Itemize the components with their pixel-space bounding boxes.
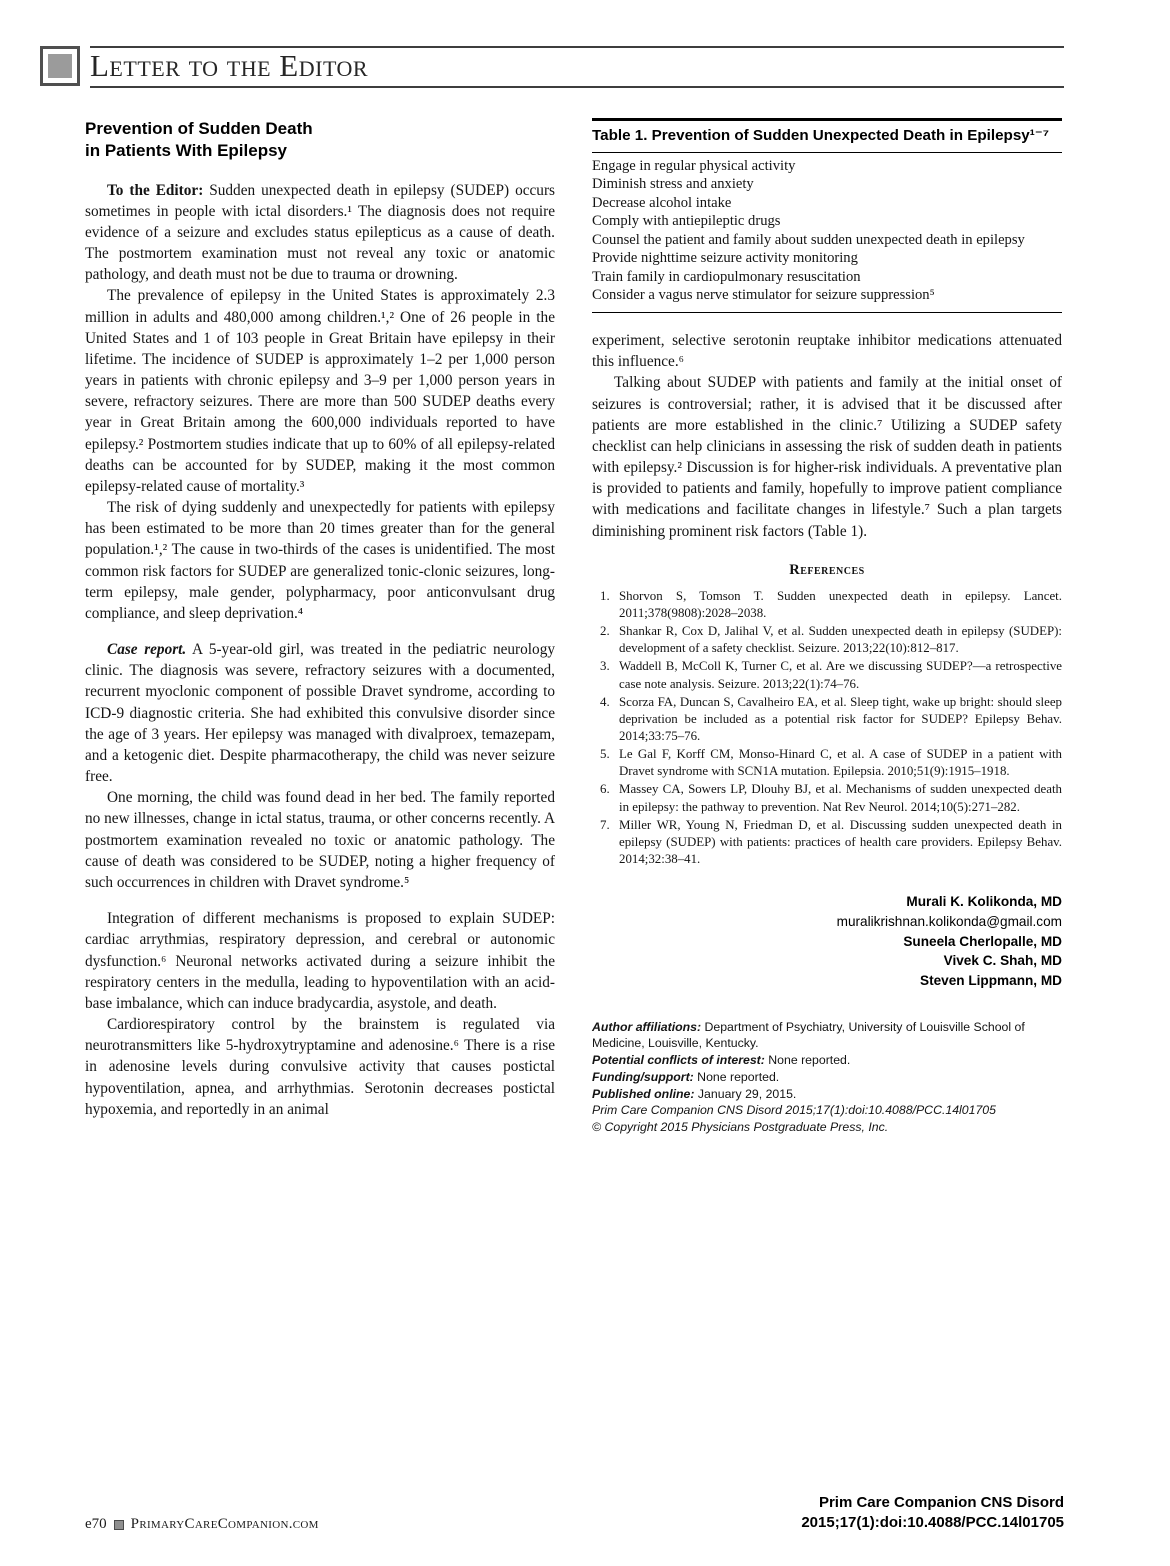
- meta-citation: Prim Care Companion CNS Disord 2015;17(1):doi:10.4088/PCC.14l01705: [592, 1103, 996, 1118]
- header-band: [90, 46, 1064, 88]
- meta-funding-label: Funding/support:: [592, 1069, 694, 1084]
- article-title-line1: Prevention of Sudden Death: [85, 119, 313, 138]
- article-title-line2: in Patients With Epilepsy: [85, 140, 287, 160]
- paragraph-experiment-continuation: experiment, selective serotonin reuptake inhibitor medications attenuated this influence.⁶: [592, 332, 1062, 371]
- author-name: Steven Lippmann, MD: [920, 973, 1062, 989]
- meta-published-text: January 29, 2015.: [694, 1086, 797, 1101]
- paragraph-cardiorespiratory: Cardiorespiratory control by the brainstem is regulated via neurotransmitters like 5-hydroxytryptamine and adenosine.⁶ There is a rise in adenosine levels during convulsive activity that causes postictal hypoventilation, apnea, and arrhythmias. Serotonin decreases postictal hypoxemia, and reportedly in an animal: [85, 1016, 555, 1118]
- meta-conflicts: [592, 1052, 1062, 1069]
- meta-affiliations-text: Department of Psychiatry, University of Louisville School of Medicine, Louisville, Kentucky.: [592, 1019, 1025, 1051]
- footer-site-name: PrimaryCareCompanion.com: [130, 1516, 319, 1532]
- reference-item: Waddell B, McColl K, Turner C, et al. Are we discussing SUDEP?—a retrospective case note analysis. Seizure. 2013;22(1):74–76.: [619, 659, 1062, 691]
- to-the-editor-lead: To the Editor:: [107, 181, 204, 199]
- paragraph-to-the-editor: [85, 180, 555, 286]
- table-1-title: Table 1. Prevention of Sudden Unexpected Death in Epilepsy¹⁻⁷: [592, 121, 1062, 153]
- table-row: Counsel the patient and family about sudden unexpected death in epilepsy: [592, 231, 1025, 248]
- paragraph-risk: The risk of dying suddenly and unexpectedly for patients with epilepsy has been estimated to be more than 20 times greater than for the general population.¹,² The cause in two-thirds of the cases is unidentified. The most common risk factors for SUDEP are generalized tonic-clonic seizures, long-term epilepsy, male gender, polypharmacy, poor anticonvulsant drug compliance, and sleep deprivation.⁴: [85, 499, 555, 622]
- footer-journal-citation: [801, 1493, 1064, 1533]
- reference-item: Shankar R, Cox D, Jalihal V, et al. Sudden unexpected death in epilepsy (SUDEP): development of a safety checklist. Seizure. 2013;22(10):812–817.: [619, 624, 1062, 656]
- paragraph-case-report: [85, 639, 555, 787]
- table-row: Provide nighttime seizure activity monitoring: [592, 250, 858, 267]
- meta-conflicts-label: Potential conflicts of interest:: [592, 1053, 765, 1068]
- reference-item: Shorvon S, Tomson T. Sudden unexpected death in epilepsy. Lancet. 2011;378(9808):2028–2038.: [619, 588, 1062, 620]
- references-heading: References: [789, 561, 865, 578]
- meta-funding: [592, 1069, 1062, 1086]
- paragraph-1-text: Sudden unexpected death in epilepsy (SUDEP) occurs sometimes in people with ictal disorders.¹ The diagnosis does not require evidence of a seizure and excludes status epilepticus as a cause of death. The postmortem examination must not reveal any toxic or anatomic pathology, and death must not be due to trauma or drowning.: [85, 181, 556, 284]
- meta-copyright: © Copyright 2015 Physicians Postgraduate Press, Inc.: [592, 1120, 889, 1135]
- author-name: Suneela Cherlopalle, MD: [903, 933, 1062, 949]
- square-bullet-icon: [114, 1520, 124, 1530]
- table-row: Comply with antiepileptic drugs: [592, 213, 781, 230]
- section-square-icon-fill: [48, 54, 72, 78]
- author-block: [592, 892, 1062, 991]
- section-square-icon: [40, 46, 80, 86]
- case-report-lead: Case report.: [107, 641, 187, 659]
- reference-item: Miller WR, Young N, Friedman D, et al. Discussing sudden unexpected death in epilepsy (SUDEP) with patients: practices of health care providers. Epilepsy Behav. 2014;32:38–41.: [619, 817, 1062, 867]
- section-title: Letter to the Editor: [90, 48, 369, 83]
- meta-published-label: Published online:: [592, 1086, 695, 1101]
- paragraph-talking-about-sudep: Talking about SUDEP with patients and family at the initial onset of seizures is controversial; rather, it is advised that it be discussed after patients are more established in the clinic.⁷ Utilizing a SUDEP safety checklist can help clinicians in assessing the risk of sudden death in patients with epilepsy.² Discussion is for higher-risk individuals. A preventative plan is provided to patients and family, hopefully to improve patient compliance with medications and facilitate changes in lifestyle.⁷ Such a plan targets diminishing prominent risk factors (Table 1).: [592, 374, 1062, 540]
- reference-item: Massey CA, Sowers LP, Dlouhy BJ, et al. Mechanisms of sudden unexpected death in epilepsy: the pathway to prevention. Nat Rev Neurol. 2014;10(5):271–282.: [619, 782, 1062, 814]
- meta-funding-text: None reported.: [693, 1069, 780, 1084]
- author-email: muralikrishnan.kolikonda@gmail.com: [836, 913, 1062, 929]
- paragraph-case-report-2: One morning, the child was found dead in her bed. The family reported no new illnesses, change in ictal status, trauma, or other concerns recently. A postmortem examination revealed no toxic or anatomic pathology. The cause of death was considered to be SUDEP, noting a higher frequency of such occurrences in children with Dravet syndrome.⁵: [85, 789, 555, 891]
- meta-published: [592, 1086, 1062, 1103]
- reference-item: Scorza FA, Duncan S, Cavalheiro EA, et al. Sleep tight, wake up bright: should sleep deprivation be included as a potential risk factor for SUDEP? Epilepsy Behav. 2014;33:75–76.: [619, 694, 1062, 743]
- meta-affiliations-label: Author affiliations:: [592, 1019, 702, 1034]
- table-row: Engage in regular physical activity: [592, 157, 796, 174]
- page-footer: [85, 1493, 1064, 1533]
- article-meta: [592, 1019, 1062, 1136]
- case-report-text: A 5-year-old girl, was treated in the pediatric neurology clinic. The diagnosis was severe, refractory seizures with a documented, recurrent myoclonic component of possible Dravet syndrome, according to ICD-9 diagnostic criteria. She had exhibited this convulsive disorder since the age of 3 years. Her epilepsy was managed with divalproex, temazepam, and a ketogenic diet. Despite pharmacotherapy, the child was never seizure free.: [85, 641, 555, 786]
- footer-journal-line2: 2015;17(1):doi:10.4088/PCC.14l01705: [801, 1514, 1064, 1532]
- table-row: Diminish stress and anxiety: [592, 176, 754, 193]
- reference-item: Le Gal F, Korff CM, Monso-Hinard C, et al. A case of SUDEP in a patient with Dravet syndrome with SCN1A mutation. Epilepsia. 2010;51(9):1915–1918.: [619, 747, 1062, 779]
- footer-page-number: e70: [85, 1516, 107, 1532]
- table-1-rows: [592, 153, 1062, 313]
- table-row: Decrease alcohol intake: [592, 194, 732, 211]
- page-header: [40, 46, 1064, 88]
- meta-conflicts-text: None reported.: [764, 1053, 851, 1068]
- references-list: [592, 588, 1062, 869]
- table-row: Consider a vagus nerve stimulator for seizure suppression⁵: [592, 287, 935, 304]
- footer-left: [85, 1516, 319, 1533]
- left-column: [85, 118, 555, 1136]
- paragraph-mechanisms: Integration of different mechanisms is proposed to explain SUDEP: cardiac arrythmias, respiratory depression, and cerebral or autonomic dysfunction.⁶ Neuronal networks activated during a seizure inhibit the respiratory centers in the medulla, leading to hypoventilation with an acid-base imbalance, which can induce bradycardia, asystole, and death.: [85, 910, 555, 1012]
- article-title: [85, 118, 555, 162]
- meta-affiliations: [592, 1019, 1062, 1052]
- right-column: [592, 118, 1062, 1136]
- table-1: [592, 118, 1062, 313]
- footer-journal-line1: Prim Care Companion CNS Disord: [818, 1494, 1064, 1512]
- article-body: [85, 118, 1063, 1136]
- paragraph-prevalence: The prevalence of epilepsy in the United States is approximately 2.3 million in adults and 480,000 among children.¹,² One of 26 people in the United States and 1 of 103 people in Great Britain have epilepsy in their lifetime. The incidence of SUDEP is approximately 1–2 per 1,000 person years in patients with chronic epilepsy and 3–9 per 1,000 person years in severe, refractory seizures. There are more than 500 SUDEP deaths every year in Great Britain among the 600,000 individuals reported to have epilepsy.² Postmortem studies indicate that up to 60% of all epilepsy-related deaths can be accounted for by SUDEP, making it the most common epilepsy-related cause of mortality.³: [85, 287, 555, 495]
- table-row: Train family in cardiopulmonary resuscitation: [592, 268, 861, 285]
- author-name-primary: Murali K. Kolikonda, MD: [906, 894, 1062, 910]
- author-name: Vivek C. Shah, MD: [943, 953, 1062, 969]
